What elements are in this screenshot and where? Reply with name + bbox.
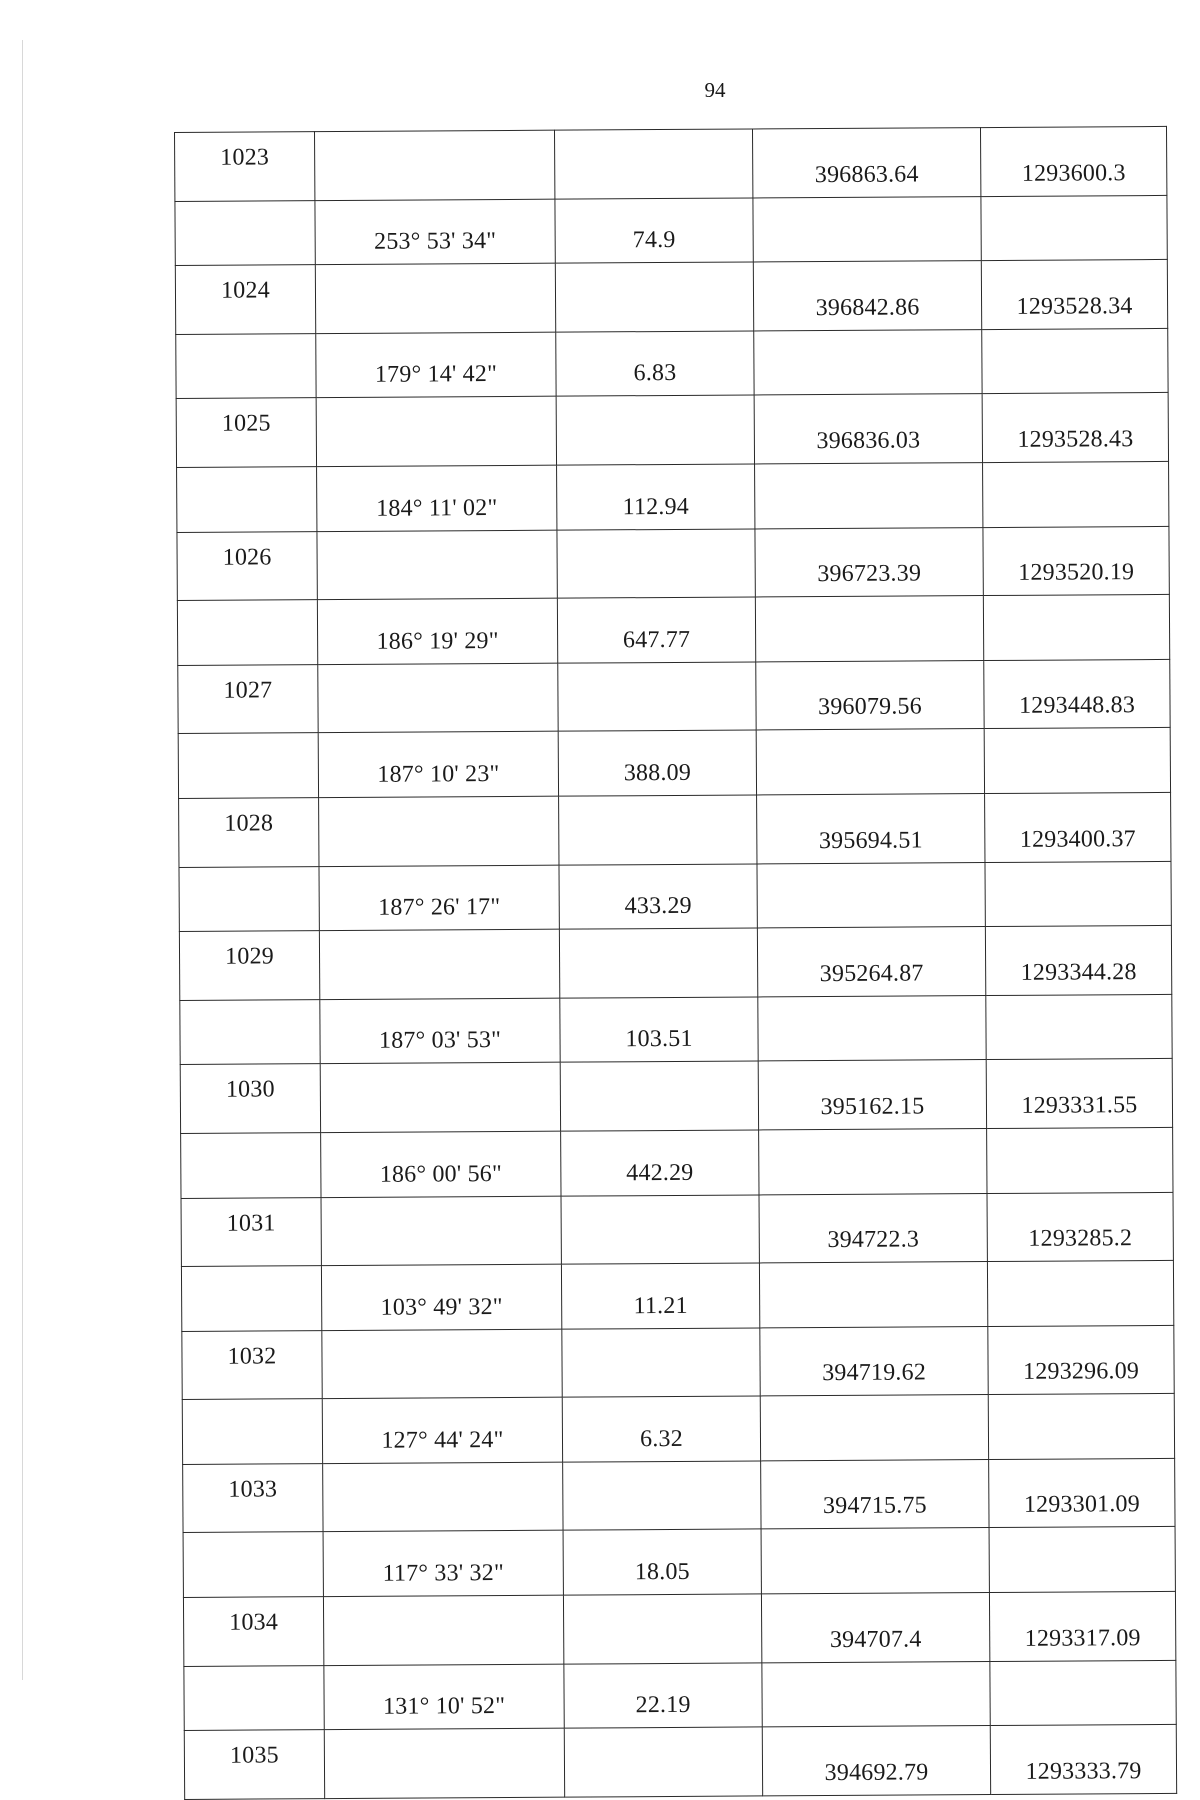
northing-cell: 396863.64 bbox=[752, 128, 980, 198]
distance-cell: 647.77 bbox=[557, 597, 755, 663]
northing-cell: 395162.15 bbox=[758, 1060, 986, 1130]
point-row bbox=[179, 792, 1171, 867]
easting-cell bbox=[983, 595, 1169, 661]
leg-row bbox=[182, 1394, 1174, 1465]
distance-cell: 11.21 bbox=[561, 1263, 759, 1329]
leg-row bbox=[176, 328, 1168, 399]
easting-cell: 1293301.09 bbox=[989, 1458, 1175, 1528]
point-id-cell: 1030 bbox=[180, 1064, 320, 1133]
easting-cell: 1293285.2 bbox=[987, 1192, 1173, 1262]
point-row bbox=[175, 260, 1167, 335]
easting-cell bbox=[982, 328, 1168, 394]
easting-cell bbox=[987, 1127, 1173, 1193]
easting-cell: 1293296.09 bbox=[988, 1325, 1174, 1395]
easting-cell bbox=[989, 1527, 1175, 1593]
point-row bbox=[177, 526, 1169, 601]
leg-row bbox=[175, 195, 1167, 266]
bearing-cell bbox=[318, 663, 558, 733]
distance-cell bbox=[557, 529, 755, 599]
northing-cell: 394719.62 bbox=[760, 1326, 988, 1396]
point-id-cell: 1027 bbox=[178, 664, 318, 733]
bearing-cell: 103° 49' 32" bbox=[321, 1264, 561, 1330]
point-id-cell: 1025 bbox=[176, 398, 316, 467]
leg-row bbox=[177, 595, 1169, 666]
bearing-cell bbox=[317, 530, 557, 600]
distance-cell bbox=[555, 262, 753, 332]
leg-row bbox=[180, 994, 1172, 1065]
bearing-cell bbox=[320, 1062, 560, 1132]
point-id-cell: 1023 bbox=[175, 132, 315, 201]
bearing-cell bbox=[324, 1728, 564, 1798]
easting-cell bbox=[984, 728, 1170, 794]
point-row bbox=[183, 1591, 1175, 1666]
bearing-cell bbox=[322, 1329, 562, 1399]
easting-cell bbox=[985, 861, 1171, 927]
point-id-cell bbox=[176, 333, 316, 398]
northing-cell bbox=[757, 862, 985, 928]
scan-edge-line bbox=[22, 40, 23, 1680]
distance-cell: 22.19 bbox=[564, 1663, 762, 1729]
bearing-cell bbox=[315, 130, 555, 200]
easting-cell: 1293400.37 bbox=[985, 792, 1171, 862]
bearing-cell: 187° 03' 53" bbox=[320, 998, 560, 1064]
distance-cell bbox=[554, 129, 752, 199]
northing-cell bbox=[759, 1262, 987, 1328]
distance-cell bbox=[564, 1727, 762, 1797]
easting-cell bbox=[983, 461, 1169, 527]
northing-cell: 396836.03 bbox=[754, 394, 982, 464]
leg-row bbox=[178, 728, 1170, 799]
easting-cell: 1293528.34 bbox=[981, 260, 1167, 330]
point-id-cell: 1031 bbox=[181, 1197, 321, 1266]
bearing-cell: 127° 44' 24" bbox=[322, 1397, 562, 1463]
northing-cell bbox=[755, 596, 983, 662]
distance-cell bbox=[556, 395, 754, 465]
leg-row bbox=[184, 1660, 1176, 1731]
point-row bbox=[176, 393, 1168, 468]
bearing-cell bbox=[321, 1196, 561, 1266]
easting-cell bbox=[990, 1660, 1176, 1726]
northing-cell: 394715.75 bbox=[761, 1459, 989, 1529]
bearing-cell: 184° 11' 02" bbox=[317, 465, 557, 531]
northing-cell bbox=[753, 196, 981, 262]
point-id-cell bbox=[178, 733, 318, 798]
distance-cell bbox=[559, 795, 757, 865]
bearing-cell: 187° 10' 23" bbox=[318, 732, 558, 798]
distance-cell bbox=[559, 928, 757, 998]
point-id-cell bbox=[179, 866, 319, 931]
leg-row bbox=[179, 861, 1171, 932]
leg-row bbox=[183, 1527, 1175, 1598]
distance-cell bbox=[562, 1328, 760, 1398]
point-row bbox=[182, 1325, 1174, 1400]
leg-row bbox=[177, 461, 1169, 532]
point-row bbox=[175, 126, 1167, 201]
northing-cell bbox=[760, 1395, 988, 1461]
northing-cell: 394692.79 bbox=[762, 1726, 990, 1796]
bearing-cell: 253° 53' 34" bbox=[315, 199, 555, 265]
northing-cell bbox=[755, 463, 983, 529]
distance-cell: 74.9 bbox=[555, 198, 753, 264]
point-row bbox=[178, 659, 1170, 734]
point-id-cell bbox=[180, 999, 320, 1064]
survey-table-body bbox=[175, 126, 1177, 1799]
bearing-cell: 186° 00' 56" bbox=[321, 1131, 561, 1197]
easting-cell: 1293344.28 bbox=[985, 926, 1171, 996]
leg-row bbox=[181, 1261, 1173, 1332]
bearing-cell bbox=[323, 1595, 563, 1665]
northing-cell bbox=[756, 729, 984, 795]
northing-cell bbox=[759, 1128, 987, 1194]
easting-cell: 1293331.55 bbox=[986, 1059, 1172, 1129]
northing-cell: 396723.39 bbox=[755, 527, 983, 597]
survey-coordinate-table bbox=[174, 126, 1177, 1800]
easting-cell: 1293448.83 bbox=[984, 659, 1170, 729]
northing-cell bbox=[761, 1528, 989, 1594]
point-id-cell: 1033 bbox=[183, 1463, 323, 1532]
point-id-cell bbox=[177, 467, 317, 532]
easting-cell bbox=[988, 1394, 1174, 1460]
point-id-cell: 1024 bbox=[175, 265, 315, 334]
point-id-cell: 1029 bbox=[179, 931, 319, 1000]
bearing-cell bbox=[316, 397, 556, 467]
point-id-cell bbox=[181, 1266, 321, 1331]
point-row bbox=[179, 926, 1171, 1001]
easting-cell bbox=[987, 1261, 1173, 1327]
point-row bbox=[180, 1059, 1172, 1134]
bearing-cell: 179° 14' 42" bbox=[316, 332, 556, 398]
point-id-cell bbox=[183, 1532, 323, 1597]
distance-cell: 433.29 bbox=[559, 863, 757, 929]
distance-cell: 103.51 bbox=[560, 997, 758, 1063]
easting-cell bbox=[981, 195, 1167, 261]
distance-cell: 18.05 bbox=[563, 1529, 761, 1595]
point-row bbox=[181, 1192, 1173, 1267]
northing-cell: 394707.4 bbox=[761, 1593, 989, 1663]
easting-cell bbox=[986, 994, 1172, 1060]
bearing-cell bbox=[319, 929, 559, 999]
distance-cell: 6.32 bbox=[562, 1396, 760, 1462]
leg-row bbox=[181, 1127, 1173, 1198]
northing-cell bbox=[758, 995, 986, 1061]
point-id-cell: 1034 bbox=[183, 1597, 323, 1666]
bearing-cell bbox=[319, 796, 559, 866]
point-id-cell: 1035 bbox=[184, 1730, 324, 1799]
easting-cell: 1293520.19 bbox=[983, 526, 1169, 596]
northing-cell: 394722.3 bbox=[759, 1193, 987, 1263]
bearing-cell: 187° 26' 17" bbox=[319, 865, 559, 931]
distance-cell: 388.09 bbox=[558, 730, 756, 796]
distance-cell bbox=[558, 662, 756, 732]
distance-cell bbox=[563, 1461, 761, 1531]
point-id-cell: 1032 bbox=[182, 1330, 322, 1399]
bearing-cell: 186° 19' 29" bbox=[317, 598, 557, 664]
page-number: 94 bbox=[704, 78, 726, 102]
distance-cell: 112.94 bbox=[557, 464, 755, 530]
distance-cell bbox=[560, 1061, 758, 1131]
bearing-cell: 117° 33' 32" bbox=[323, 1531, 563, 1597]
northing-cell bbox=[754, 329, 982, 395]
distance-cell bbox=[563, 1594, 761, 1664]
northing-cell: 396842.86 bbox=[753, 261, 981, 331]
northing-cell: 395264.87 bbox=[757, 927, 985, 997]
point-id-cell: 1028 bbox=[179, 798, 319, 867]
distance-cell: 6.83 bbox=[556, 331, 754, 397]
distance-cell: 442.29 bbox=[561, 1130, 759, 1196]
point-id-cell bbox=[182, 1399, 322, 1464]
point-id-cell bbox=[181, 1133, 321, 1198]
easting-cell: 1293317.09 bbox=[989, 1591, 1175, 1661]
point-row bbox=[183, 1458, 1175, 1533]
northing-cell: 396079.56 bbox=[756, 660, 984, 730]
point-id-cell bbox=[175, 200, 315, 265]
point-row bbox=[184, 1725, 1176, 1800]
easting-cell: 1293528.43 bbox=[982, 393, 1168, 463]
bearing-cell: 131° 10' 52" bbox=[324, 1664, 564, 1730]
point-id-cell: 1026 bbox=[177, 531, 317, 600]
bearing-cell bbox=[315, 263, 555, 333]
northing-cell bbox=[762, 1661, 990, 1727]
easting-cell: 1293333.79 bbox=[990, 1725, 1176, 1795]
distance-cell bbox=[561, 1194, 759, 1264]
point-id-cell bbox=[184, 1665, 324, 1730]
bearing-cell bbox=[323, 1462, 563, 1532]
northing-cell: 395694.51 bbox=[757, 793, 985, 863]
easting-cell: 1293600.3 bbox=[980, 126, 1166, 196]
point-id-cell bbox=[177, 600, 317, 665]
